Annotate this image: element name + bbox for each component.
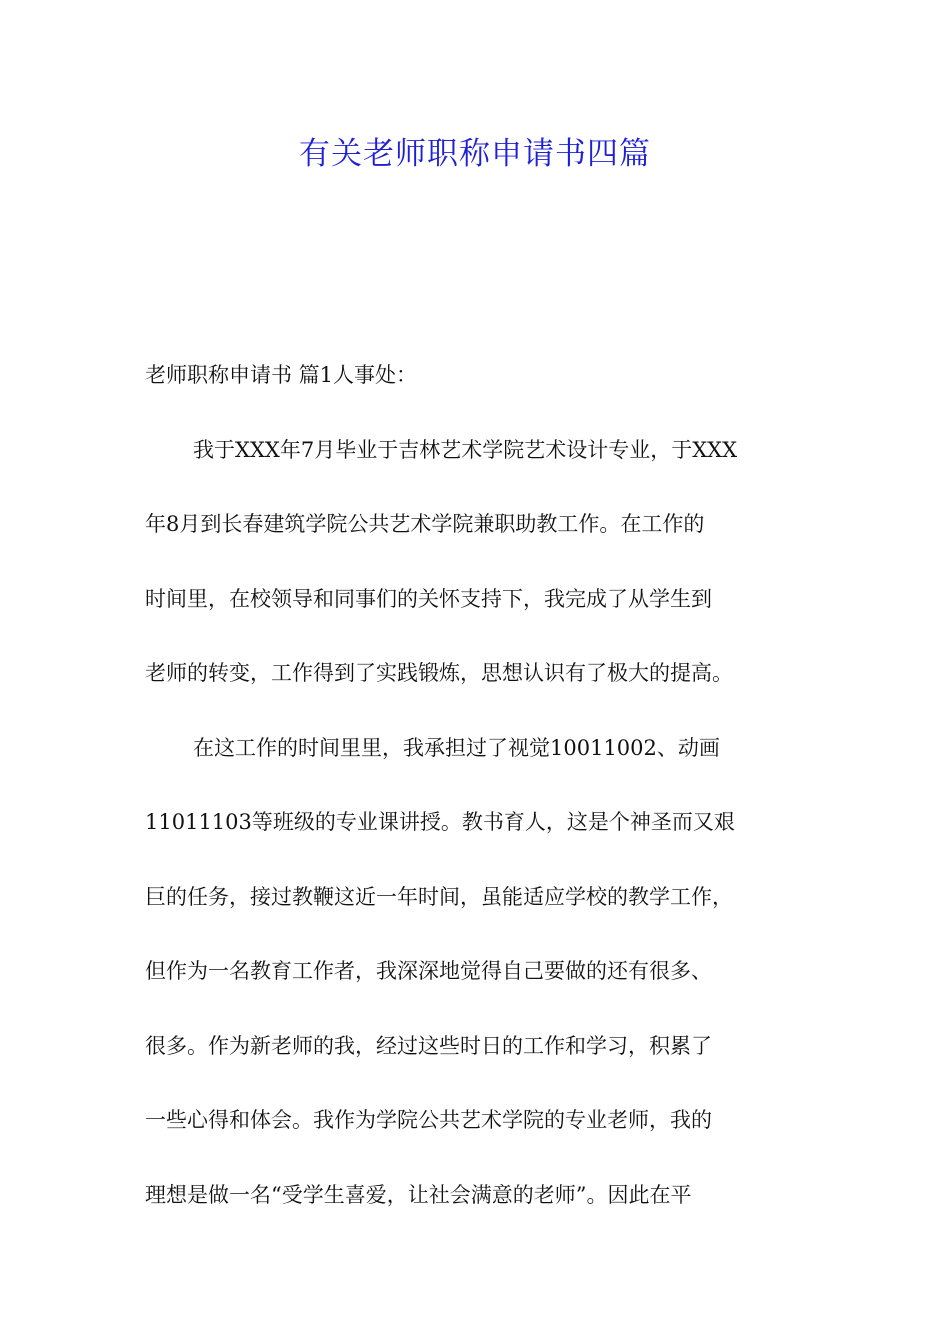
paragraph-line: 但作为一名教育工作者，我深深地觉得自己要做的还有很多、 (145, 959, 712, 983)
document-title: 有关老师职称申请书四篇 (299, 136, 651, 172)
paragraph-line: 很多。作为新老师的我，经过这些时日的工作和学习，积累了 (145, 1033, 712, 1058)
paragraph-line: 我于XXX年7月毕业于吉林艺术学院艺术设计专业，于XXX (193, 437, 738, 462)
paragraph-line: 一些心得和体会。我作为学院公共艺术学院的专业老师，我的 (145, 1108, 712, 1132)
paragraph-line: 在这工作的时间里里，我承担过了视觉10011002、动画 (193, 735, 720, 760)
document-body (145, 338, 825, 1232)
paragraph-line: 11011103等班级的专业课讲授。教书育人，这是个神圣而又艰 (145, 810, 735, 834)
paragraph-line-salutation: 老师职称申请书 篇1人事处： (145, 363, 418, 387)
paragraph-line: 理想是做一名“受学生喜爱，让社会满意的老师”。因此在平 (145, 1182, 692, 1207)
paragraph-line: 巨的任务，接过教鞭这近一年时间，虽能适应学校的教学工作， (145, 884, 733, 909)
paragraph-line: 年8月到长春建筑学院公共艺术学院兼职助教工作。在工作的 (145, 512, 705, 536)
paragraph-line: 时间里，在校领导和同事们的关怀支持下，我完成了从学生到 (145, 586, 712, 611)
paragraph-line: 老师的转变，工作得到了实践锻炼，思想认识有了极大的提高。 (145, 661, 733, 685)
